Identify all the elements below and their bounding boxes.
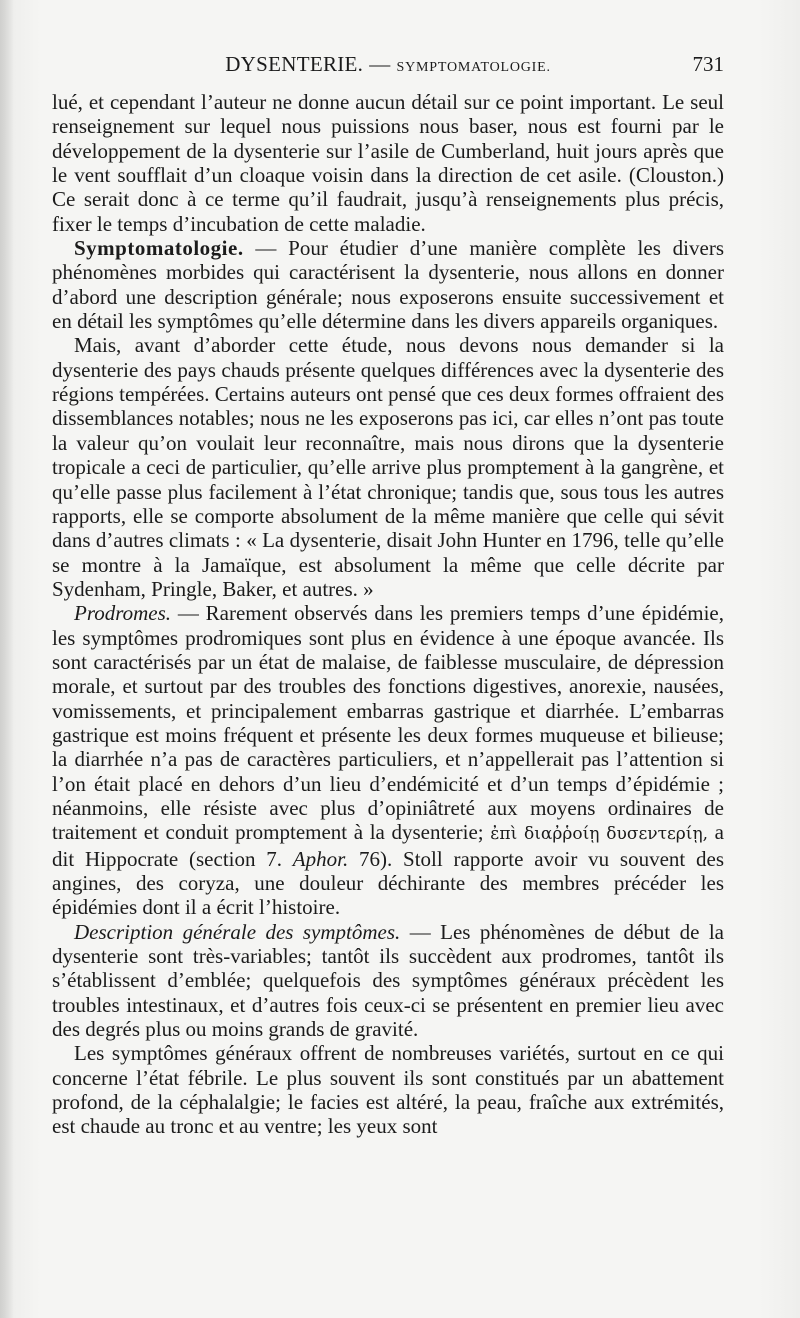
running-title-separator: — [369,52,391,76]
greek-quotation: ἐπὶ διαῤῥοίῃ δυσεντερίῃ, [490,824,709,845]
paragraph-description-generale [52,920,724,1042]
running-title-main: DYSENTERIE. [225,52,364,76]
text-body [52,90,724,1139]
paragraph-prodromes [52,601,724,919]
paragraph-text: Les symptômes généraux offrent de nombreuses variétés, surtout en ce qui concerne l’état fébrile. Le plus souvent ils sont constitués par un abattement profond, de la céphalalgie; le facies est altéré, la peau, fraîche aux extrémités, est chaude au tronc et au ventre; les yeux sont [52,1041,724,1139]
paragraph-symptomes-generaux [52,1041,724,1138]
paragraph-symptomatologie [52,236,724,333]
paragraph-text: — Rarement observés dans les premiers temps d’une épidémie, les symptômes prodromiques sont plus en évidence à une époque avancée. Ils sont caractérisés par un état de malaise, de faiblesse musculaire, de dépression morale, et surtout par des troubles des fonctions digestives, anorexie, nausées, vomissements, et principalement embarras gastrique et diarrhée. L’embarras gastrique est moins fréquent et présente les deux formes muqueuse et bilieuse; la diarrhée n’a pas de caractères particuliers, et n’appellerait pas l’attention si l’on était placé en dehors d’un lieu d’endémicité et d’un temps d’épidémie ; néanmoins, elle résiste avec plus d’opiniâtreté aux moyens ordinaires de traitement et conduit promptement à la dysenterie; [52,601,724,845]
paragraph-text: — Les phénomènes de début de la dysenterie sont très-variables; tantôt ils succèdent aux prodromes, tantôt ils s’établissent d’emblée; quelquefois des symptômes généraux précèdent les troubles intestinaux, et d’autres fois ceux-ci se présentent en premier lieu avec des degrés plus ou moins grands de gravité. [52,919,724,1042]
paragraph-text: a dit Hippocrate (section 7. [52,820,724,871]
section-heading-prodromes: Prodromes. [74,601,172,626]
paragraph-text: 76). Stoll rapporte avoir vu souvent des angines, des coryza, une douleur déchirante des membres précéder les épidémies dont il a écrit l’histoire. [52,846,725,920]
section-heading-description-generale: Description générale des symptômes. [74,919,401,944]
page-header [52,52,724,82]
section-heading-symptomatologie: Symptomatologie. [74,236,244,261]
paragraph-text: Mais, avant d’aborder cette étude, nous devons nous demander si la dysenterie des pays chauds présente quelques différences avec la dysenterie des régions tempérées. Certains auteurs ont pensé que ces deux formes offraient des dissemblances notables; nous ne les exposerons pas ici, car elles n’ont pas toute la valeur qu’on voulait leur reconnaître, mais nous dirons que la dysenterie tropicale a ceci de particulier, qu’elle arrive plus promptement à la gangrène, et qu’elle passe plus facilement à l’état chronique; tandis que, sous tous les autres rapports, elle se comporte absolument de la même manière que celle qui sévit dans d’autres climats : « La dysenterie, disait John Hunter en 1796, telle qu’elle se montre à la Jamaïque, est absolument la même que celle décrite par Sydenham, Pringle, Baker, et autres. » [52,333,724,601]
running-title [52,52,724,77]
aphorism-reference: Aphor. [292,846,349,871]
paragraph-incubation [52,90,724,236]
paragraph-text: — Pour étudier d’une manière complète les divers phénomènes morbides qui caractérisent la dysenterie, nous allons en donner d’abord une description générale; nous exposerons ensuite successivement et en détail les symptômes qu’elle détermine dans les divers appareils organiques. [52,236,724,334]
paragraph-pays-chauds [52,333,724,601]
binding-shadow [0,0,14,1318]
page-number: 731 [692,52,724,76]
paragraph-text: lué, et cependant l’auteur ne donne aucun détail sur ce point important. Le seul renseignement sur lequel nous puissions nous baser, nous est fourni par le développement de la dysenterie sur l’asile de Cumberland, huit jours après que le vent soufflait d’un cloaque voisin dans la direction de cet asile. (Clouston.) Ce serait donc à ce terme qu’il faudrait, jusqu’à renseignements plus précis, fixer le temps d’incubation de cette maladie. [52,90,724,236]
running-title-subtitle: SYMPTOMATOLOGIE. [396,60,551,75]
